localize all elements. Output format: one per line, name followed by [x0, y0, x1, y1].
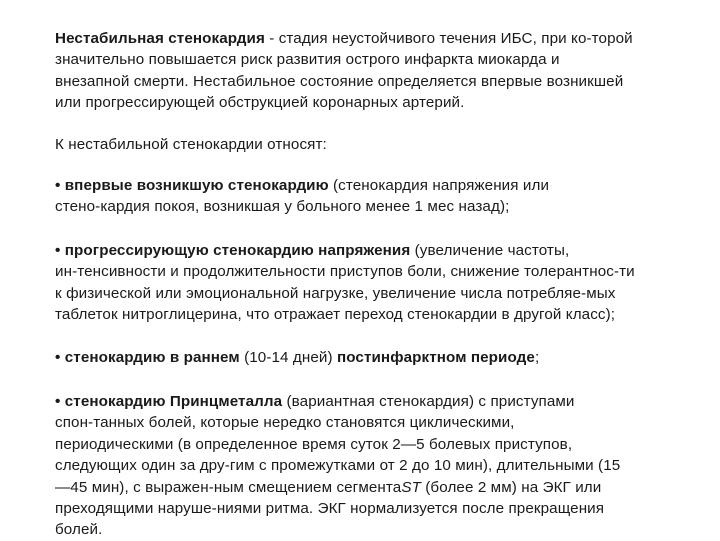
item2-line-2: ин-тенсивности и продолжительности приступов боли, снижение толерантнос-ти	[55, 263, 635, 281]
item3-bold-2: постинфарктном периоде	[336, 349, 535, 367]
item3-bold-1: • стенокардию в раннем	[55, 349, 240, 367]
item4-line-3: периодическими (в определенное время суток 2—5 болевых приступов,	[55, 435, 573, 453]
spacer	[55, 218, 670, 240]
item4-line-1	[55, 391, 670, 412]
list-intro	[55, 134, 670, 155]
list-item-postinfarction	[55, 347, 670, 368]
list-item-progressive	[55, 240, 670, 326]
item1-line-1	[55, 175, 670, 196]
item4-line-7: болей.	[55, 521, 103, 539]
intro-term: Нестабильная стенокардия	[55, 30, 265, 47]
spacer	[55, 155, 670, 175]
list-item-first-onset	[55, 175, 670, 218]
item4-line-2: спон-танных болей, которые нередко становятся циклическими,	[55, 414, 515, 432]
intro-line-3: внезапной смерти. Нестабильное состояние определяется впервые возникшей	[55, 72, 624, 90]
intro-line-2: значительно повышается риск развития острого инфаркта миокарда и	[55, 51, 560, 69]
item2-bold: • прогрессирующую стенокардию напряжения	[55, 241, 411, 259]
intro-paragraph	[55, 28, 670, 114]
spacer	[55, 325, 670, 347]
st-segment-label: ST	[401, 478, 421, 496]
list-item-prinzmetal	[55, 391, 670, 541]
intro-line-4: или прогрессирующей обструкцией коронарных артерий.	[55, 94, 465, 112]
spacer	[55, 114, 670, 134]
item4-line-5	[55, 477, 670, 498]
item3-normal-1: (10-14 дней)	[239, 349, 337, 367]
document-page	[55, 28, 670, 541]
list-intro-text: К нестабильной стенокардии относят:	[55, 135, 327, 153]
item1-line-2: стено-кардия покоя, возникшая у больного менее 1 мес назад);	[55, 198, 510, 216]
item2-line-1-rest: (увеличение частоты,	[410, 241, 570, 259]
item4-line-1-rest: (вариантная стенокардия) с приступами	[282, 392, 575, 410]
item2-line-1	[55, 240, 670, 261]
item3-line-1	[55, 347, 670, 368]
item2-line-3: к физической или эмоциональной нагрузке, увеличение числа потребляе-мых	[55, 284, 616, 302]
item1-bold: • впервые возникшую стенокардию	[55, 177, 329, 195]
item3-normal-2: ;	[534, 349, 540, 367]
item2-line-4: таблеток нитроглицерина, что отражает переход стенокардии в другой класс);	[55, 306, 616, 324]
item4-line-5-b: (более 2 мм) на ЭКГ или	[420, 478, 602, 496]
intro-line-1-rest: - стадия неустойчивого течения ИБС, при ко-торой	[264, 30, 633, 47]
intro-line-1	[55, 28, 670, 49]
item4-line-6: преходящими наруше-ниями ритма. ЭКГ нормализуется после прекращения	[55, 499, 605, 517]
item4-bold: • стенокардию Принцметалла	[55, 392, 283, 410]
item1-line-1-rest: (стенокардия напряжения или	[328, 177, 550, 195]
spacer	[55, 369, 670, 391]
item4-line-4: следующих один за дру-гим с промежутками от 2 до 10 мин), длительными (15	[55, 457, 621, 475]
item4-line-5-a: —45 мин), с выражен-ным смещением сегмента	[55, 478, 402, 496]
